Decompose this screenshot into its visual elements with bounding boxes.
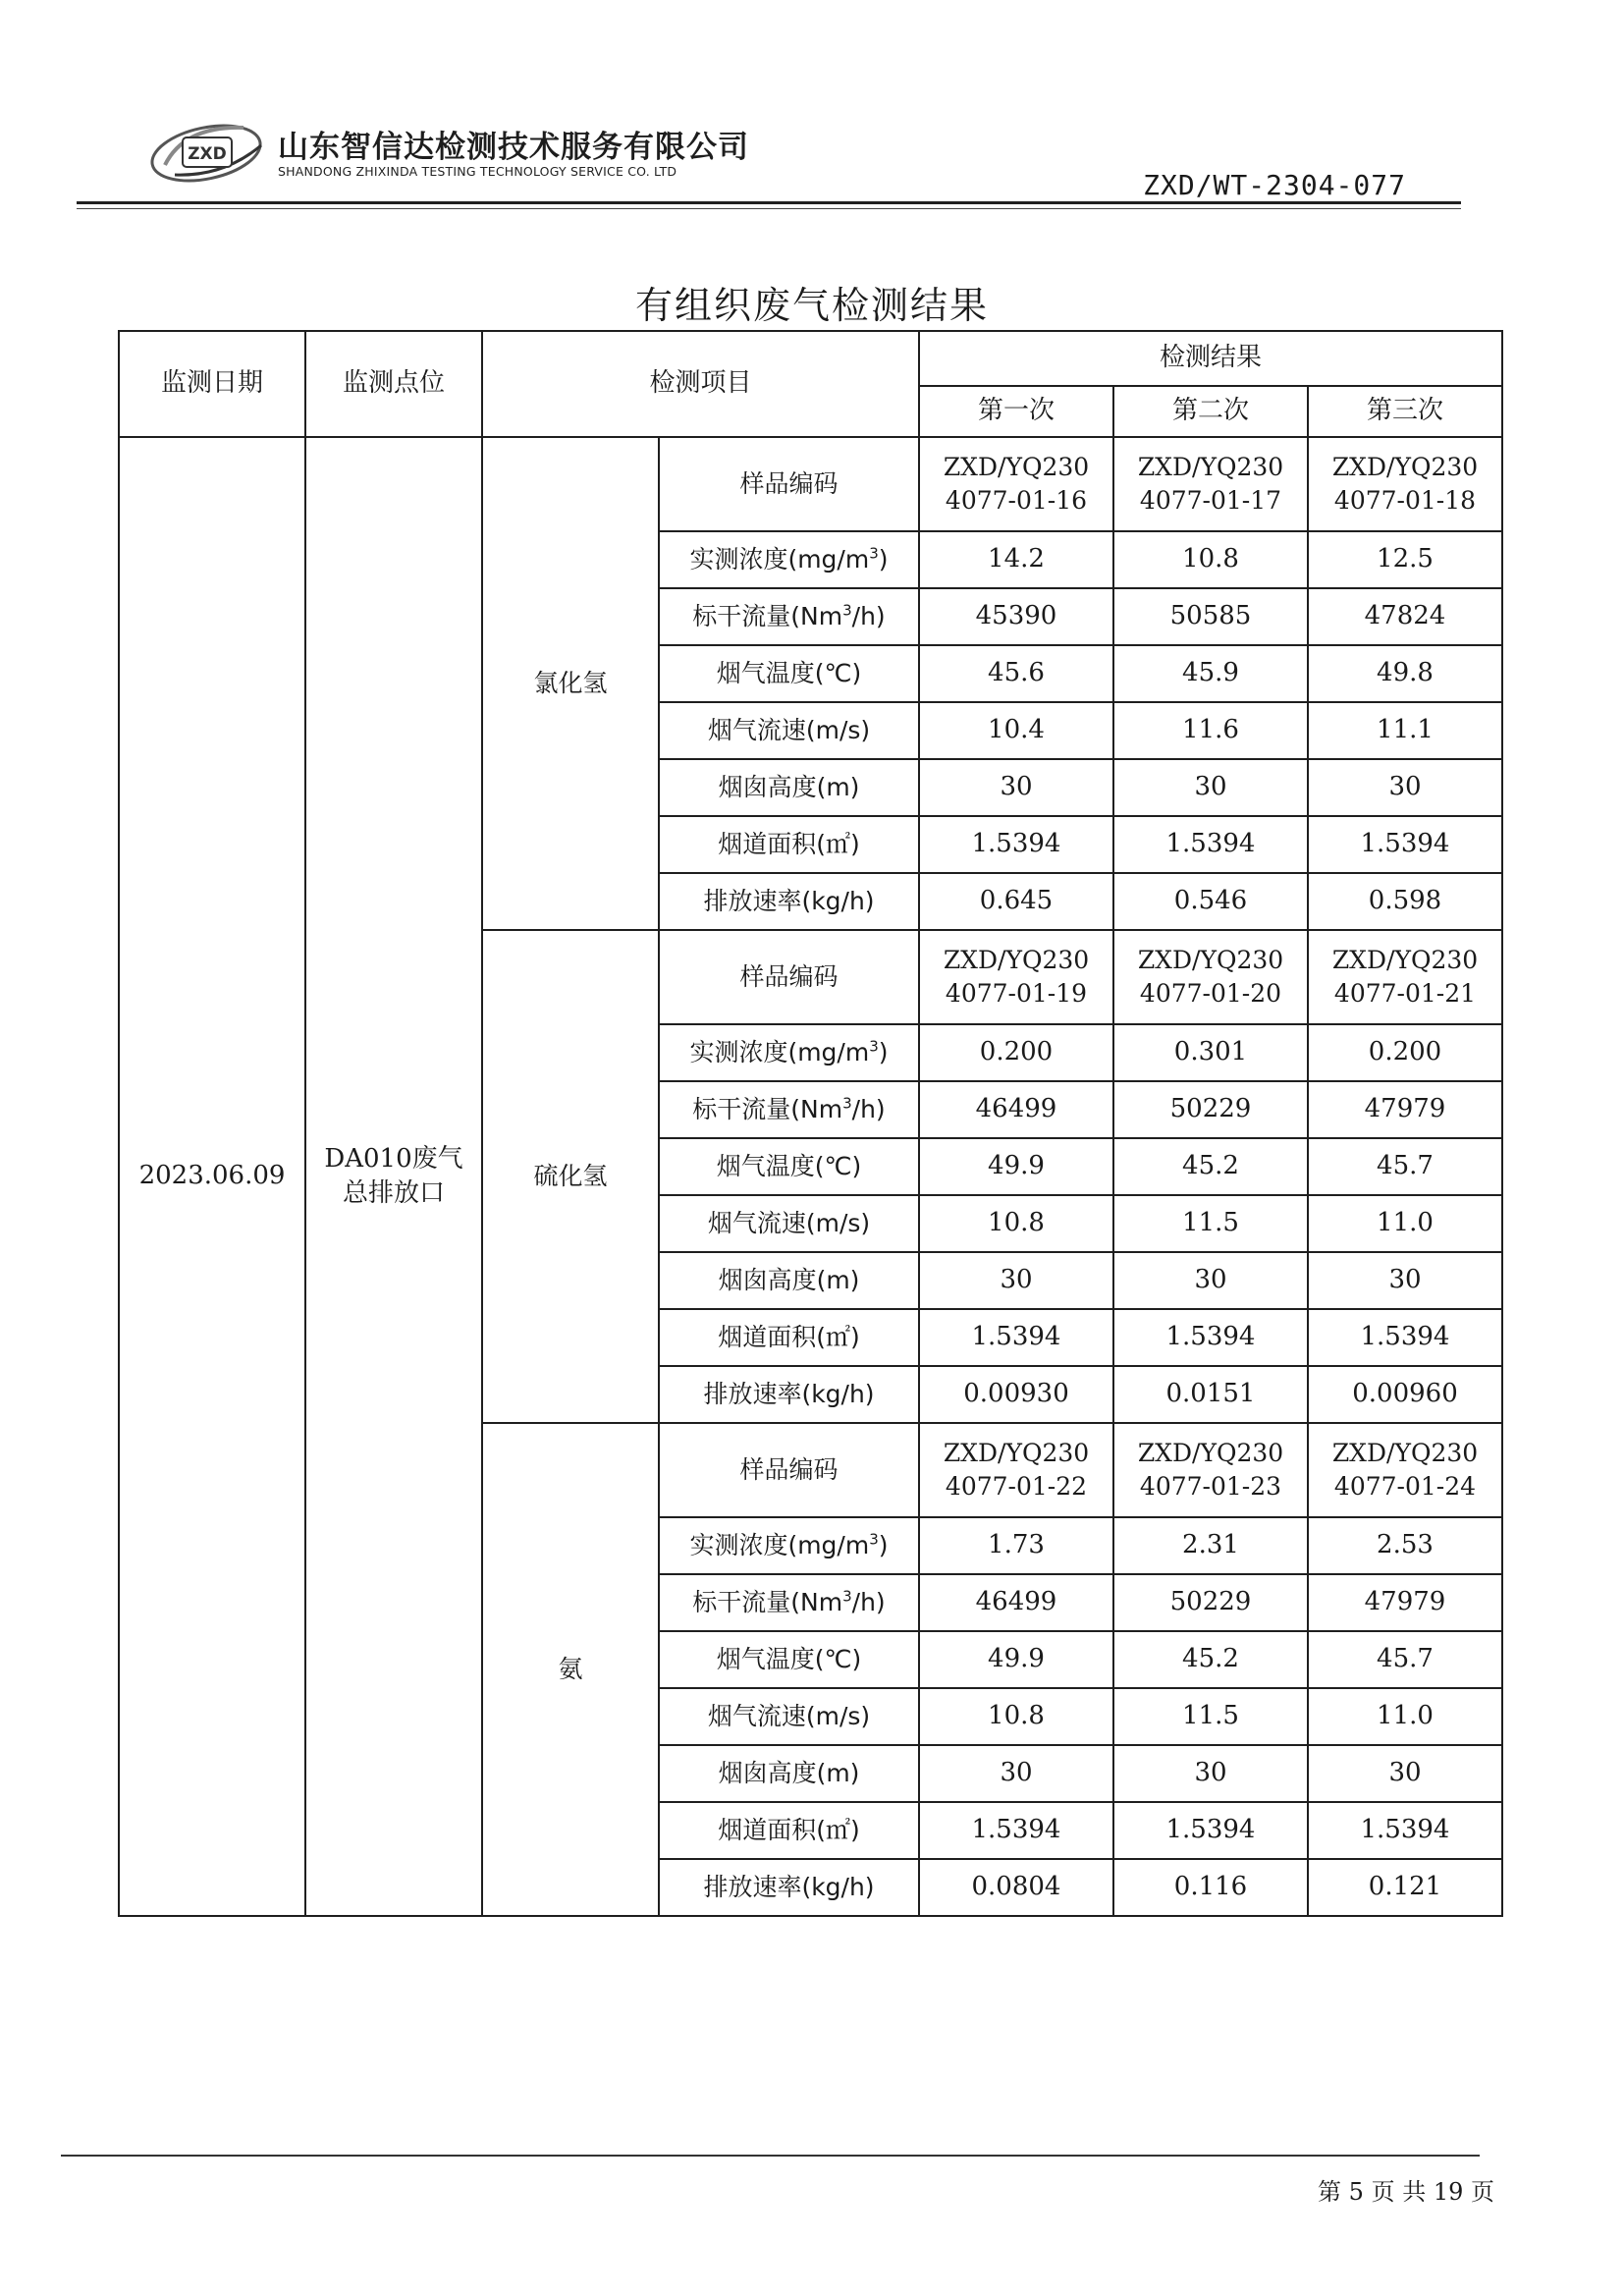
value-cell: 10.8 (919, 1195, 1113, 1252)
item-concentration: 实测浓度$(mg/m^3)$ (659, 1517, 919, 1574)
monitoring-date: 2023.06.09 (119, 437, 305, 1916)
value-cell: 45.6 (919, 645, 1113, 702)
value-cell: 11.0 (1308, 1688, 1502, 1745)
value-cell: 47979 (1308, 1574, 1502, 1631)
item-velocity: 烟气流速(m/s) (659, 1195, 919, 1252)
value-cell: 0.121 (1308, 1859, 1502, 1916)
value-cell: 50585 (1113, 588, 1308, 645)
svg-text:ZXD: ZXD (188, 144, 227, 164)
item-stack-height: 烟囱高度(m) (659, 1252, 919, 1309)
header-results: 检测结果 (919, 331, 1502, 386)
sample-code-cell: ZXD/YQ230 4077-01-21 (1308, 930, 1502, 1024)
value-cell: 45.9 (1113, 645, 1308, 702)
value-cell: 50229 (1113, 1081, 1308, 1138)
value-cell: 30 (919, 759, 1113, 816)
footer-divider (61, 2155, 1480, 2157)
value-cell: 11.1 (1308, 702, 1502, 759)
header-run-3: 第三次 (1308, 386, 1502, 437)
value-cell: 0.301 (1113, 1024, 1308, 1081)
sample-code-cell: ZXD/YQ230 4077-01-24 (1308, 1423, 1502, 1517)
monitoring-point-line2: 总排放口 (342, 1178, 445, 1208)
value-cell: 11.5 (1113, 1195, 1308, 1252)
value-cell: 46499 (919, 1574, 1113, 1631)
item-flow: 标干流量(Nm$^3$/h) (659, 588, 919, 645)
company-logo (145, 116, 273, 187)
value-cell: 11.5 (1113, 1688, 1308, 1745)
header-date: 监测日期 (119, 331, 305, 437)
value-cell: 30 (1113, 1745, 1308, 1802)
value-cell: 0.200 (919, 1024, 1113, 1081)
value-cell: 10.4 (919, 702, 1113, 759)
header-point: 监测点位 (305, 331, 482, 437)
value-cell: 1.5394 (1308, 1802, 1502, 1859)
sample-code-cell: ZXD/YQ230 4077-01-19 (919, 930, 1113, 1024)
value-cell: 45.2 (1113, 1631, 1308, 1688)
value-cell: 1.5394 (1113, 816, 1308, 873)
sample-code-cell: ZXD/YQ230 4077-01-23 (1113, 1423, 1308, 1517)
item-velocity: 烟气流速(m/s) (659, 702, 919, 759)
page-number: 第 5 页 共 19 页 (1318, 2178, 1494, 2206)
company-name-en: SHANDONG ZHIXINDA TESTING TECHNOLOGY SERVICE CO. LTD (278, 164, 677, 179)
value-cell: 0.0804 (919, 1859, 1113, 1916)
value-cell: 1.5394 (1113, 1309, 1308, 1366)
value-cell: 30 (1308, 1252, 1502, 1309)
results-table (118, 330, 1503, 1917)
sample-code-cell: ZXD/YQ230 4077-01-17 (1113, 437, 1308, 531)
item-duct-area: 烟道面积(㎡) (659, 816, 919, 873)
item-velocity: 烟气流速(m/s) (659, 1688, 919, 1745)
item-duct-area: 烟道面积(㎡) (659, 1802, 919, 1859)
value-cell: 30 (919, 1252, 1113, 1309)
value-cell: 1.5394 (1308, 1309, 1502, 1366)
item-sample-code: 样品编码 (659, 437, 919, 531)
value-cell: 45390 (919, 588, 1113, 645)
value-cell: 2.31 (1113, 1517, 1308, 1574)
value-cell: 30 (1308, 759, 1502, 816)
value-cell: 1.5394 (919, 1802, 1113, 1859)
value-cell: 49.9 (919, 1631, 1113, 1688)
value-cell: 30 (1308, 1745, 1502, 1802)
sample-code-cell: ZXD/YQ230 4077-01-22 (919, 1423, 1113, 1517)
value-cell: 0.645 (919, 873, 1113, 930)
item-duct-area: 烟道面积(㎡) (659, 1309, 919, 1366)
value-cell: 10.8 (919, 1688, 1113, 1745)
value-cell: 47824 (1308, 588, 1502, 645)
item-emission-rate: 排放速率(kg/h) (659, 1859, 919, 1916)
value-cell: 47979 (1308, 1081, 1502, 1138)
item-sample-code: 样品编码 (659, 1423, 919, 1517)
value-cell: 0.598 (1308, 873, 1502, 930)
value-cell: 49.8 (1308, 645, 1502, 702)
value-cell: 0.0151 (1113, 1366, 1308, 1423)
value-cell: 0.116 (1113, 1859, 1308, 1916)
page-title: 有组织废气检测结果 (634, 284, 989, 327)
item-sample-code: 样品编码 (659, 930, 919, 1024)
value-cell: 30 (919, 1745, 1113, 1802)
value-cell: 50229 (1113, 1574, 1308, 1631)
value-cell: 45.7 (1308, 1138, 1502, 1195)
value-cell: 1.5394 (919, 1309, 1113, 1366)
item-emission-rate: 排放速率(kg/h) (659, 873, 919, 930)
value-cell: 30 (1113, 759, 1308, 816)
group-name: 氯化氢 (482, 437, 659, 930)
value-cell: 1.5394 (1308, 816, 1502, 873)
item-flow: 标干流量(Nm$^3$/h) (659, 1574, 919, 1631)
item-temperature: 烟气温度(℃) (659, 1631, 919, 1688)
header-divider-thick (77, 201, 1461, 204)
group-name: 硫化氢 (482, 930, 659, 1423)
item-temperature: 烟气温度(℃) (659, 1138, 919, 1195)
item-stack-height: 烟囱高度(m) (659, 1745, 919, 1802)
item-concentration: 实测浓度$(mg/m^3)$ (659, 531, 919, 588)
value-cell: 0.546 (1113, 873, 1308, 930)
item-concentration: 实测浓度$(mg/m^3)$ (659, 1024, 919, 1081)
results-table-container (118, 330, 1503, 1917)
value-cell: 1.5394 (1113, 1802, 1308, 1859)
value-cell: 46499 (919, 1081, 1113, 1138)
value-cell: 1.73 (919, 1517, 1113, 1574)
value-cell: 45.7 (1308, 1631, 1502, 1688)
item-temperature: 烟气温度(℃) (659, 645, 919, 702)
value-cell: 11.0 (1308, 1195, 1502, 1252)
value-cell: 0.200 (1308, 1024, 1502, 1081)
value-cell: 49.9 (919, 1138, 1113, 1195)
value-cell: 2.53 (1308, 1517, 1502, 1574)
sample-code-cell: ZXD/YQ230 4077-01-20 (1113, 930, 1308, 1024)
header-run-2: 第二次 (1113, 386, 1308, 437)
value-cell: 12.5 (1308, 531, 1502, 588)
value-cell: 0.00960 (1308, 1366, 1502, 1423)
item-stack-height: 烟囱高度(m) (659, 759, 919, 816)
value-cell: 30 (1113, 1252, 1308, 1309)
header-divider-thin (77, 208, 1461, 209)
value-cell: 10.8 (1113, 531, 1308, 588)
value-cell: 0.00930 (919, 1366, 1113, 1423)
sample-code-cell: ZXD/YQ230 4077-01-18 (1308, 437, 1502, 531)
item-flow: 标干流量(Nm$^3$/h) (659, 1081, 919, 1138)
item-emission-rate: 排放速率(kg/h) (659, 1366, 919, 1423)
document-number: ZXD/WT-2304-077 (1143, 169, 1406, 201)
value-cell: 45.2 (1113, 1138, 1308, 1195)
monitoring-point-line1: DA010废气 (324, 1143, 463, 1174)
value-cell: 14.2 (919, 531, 1113, 588)
monitoring-point (305, 437, 482, 1916)
company-name-cn: 山东智信达检测技术服务有限公司 (278, 130, 749, 165)
header-item: 检测项目 (482, 331, 919, 437)
value-cell: 1.5394 (919, 816, 1113, 873)
sample-code-cell: ZXD/YQ230 4077-01-16 (919, 437, 1113, 531)
value-cell: 11.6 (1113, 702, 1308, 759)
header-run-1: 第一次 (919, 386, 1113, 437)
group-name: 氨 (482, 1423, 659, 1916)
